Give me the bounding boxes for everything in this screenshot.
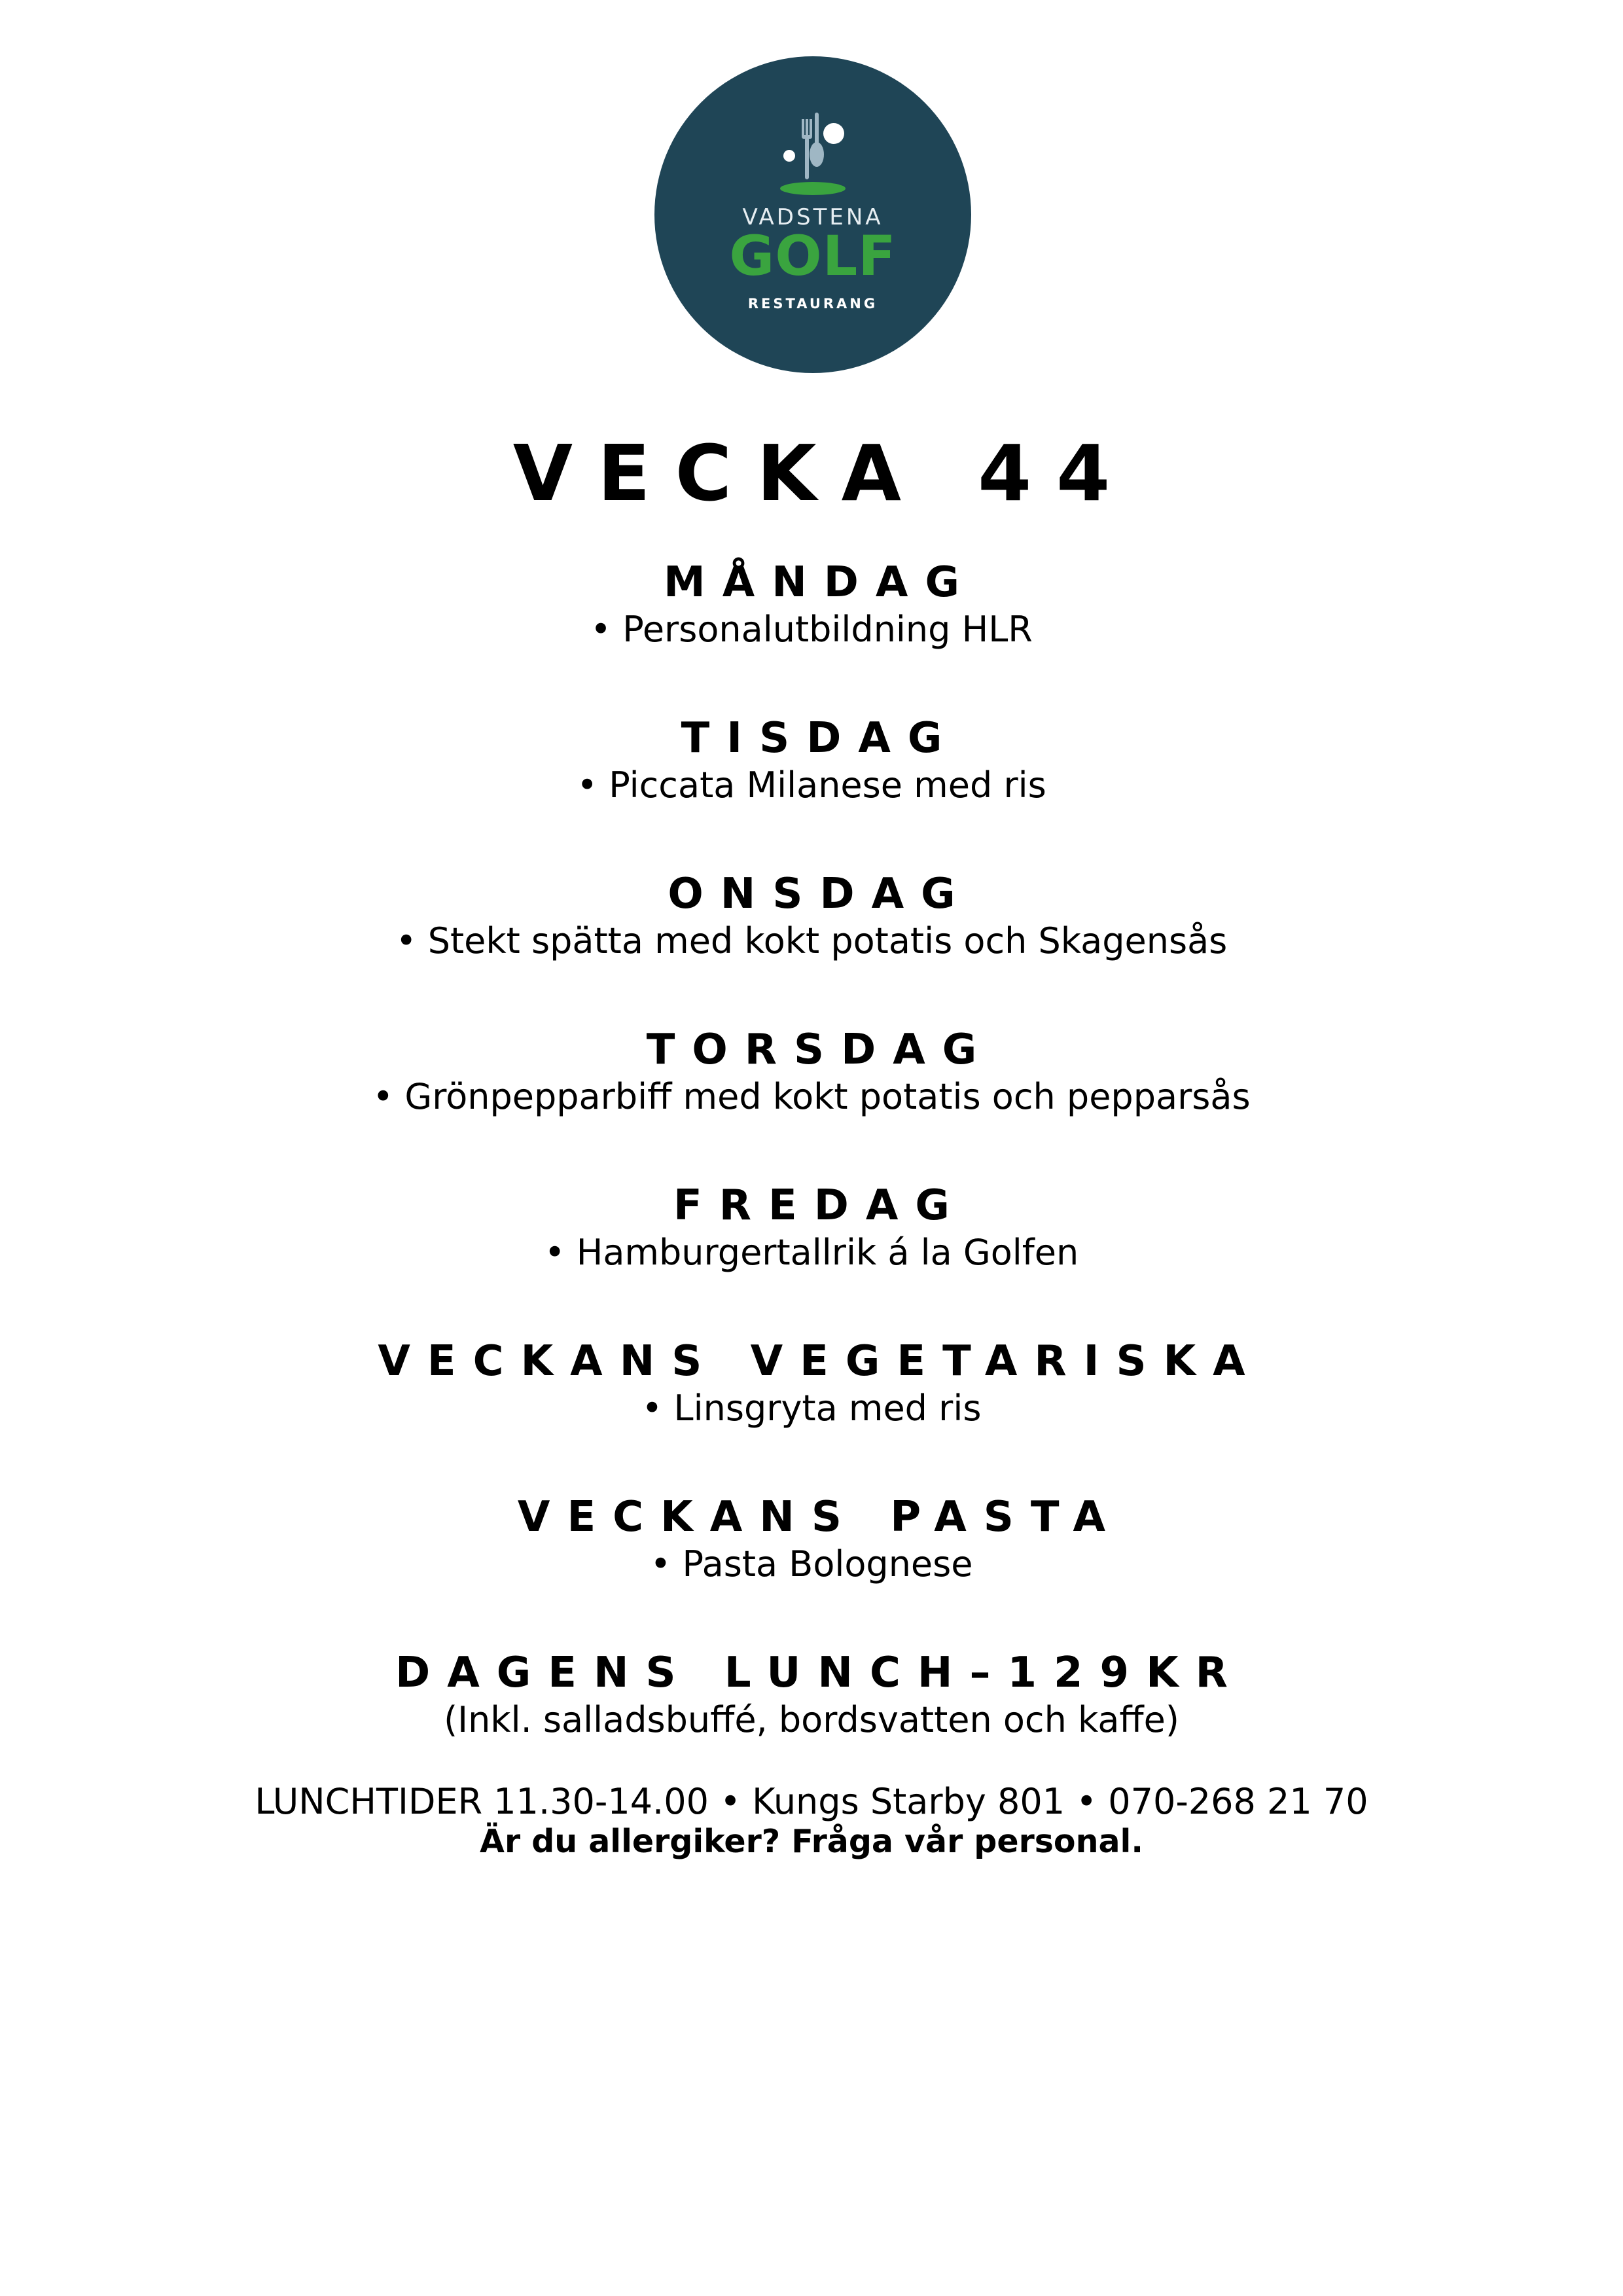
section-dish: • Personalutbildning HLR bbox=[590, 609, 1033, 650]
restaurant-logo bbox=[654, 56, 971, 373]
logo-line-golf: GOLF bbox=[729, 224, 897, 288]
footer-info: LUNCHTIDER 11.30-14.00 • Kungs Starby 801 • 070-268 21 70 bbox=[255, 1781, 1368, 1822]
logo-line-vadstena: VADSTENA bbox=[742, 204, 883, 230]
footer bbox=[0, 1780, 1623, 1860]
section-dish: • Piccata Milanese med ris bbox=[577, 764, 1046, 806]
allergy-note: Är du allergiker? Fråga vår personal. bbox=[480, 1823, 1143, 1860]
lunch-note: (Inkl. salladsbuffé, bordsvatten och kaffe) bbox=[444, 1699, 1179, 1740]
section-dish: • Linsgryta med ris bbox=[641, 1388, 982, 1429]
menu-section-dagens-lunch bbox=[0, 1647, 1623, 1803]
page-title: VECKA 44 bbox=[512, 428, 1135, 518]
section-heading: VECKANS PASTA bbox=[517, 1493, 1123, 1541]
section-dish: • Stekt spätta med kokt potatis och Skagensås bbox=[395, 920, 1228, 961]
menu-section-pasta bbox=[0, 1491, 1623, 1647]
lunch-price-heading: DAGENS LUNCH–129KR bbox=[395, 1649, 1245, 1697]
menu-section-mandag bbox=[0, 556, 1623, 712]
section-dish: • Grönpepparbiff med kokt potatis och pepparsås bbox=[372, 1076, 1251, 1117]
menu-section-vegetariska bbox=[0, 1335, 1623, 1491]
section-dish: • Pasta Bolognese bbox=[650, 1543, 973, 1585]
menu-section-torsdag bbox=[0, 1024, 1623, 1179]
section-heading: TORSDAG bbox=[646, 1026, 994, 1074]
section-heading: TISDAG bbox=[681, 714, 959, 762]
section-heading: FREDAG bbox=[673, 1181, 967, 1230]
menu-section-fredag bbox=[0, 1179, 1623, 1335]
logo-line-restaurang: RESTAURANG bbox=[747, 296, 878, 312]
menu-section-tisdag bbox=[0, 712, 1623, 868]
section-heading: ONSDAG bbox=[668, 870, 972, 918]
menu-section-onsdag bbox=[0, 868, 1623, 1024]
section-heading: MÅNDAG bbox=[664, 558, 976, 607]
section-heading: VECKANS VEGETARISKA bbox=[378, 1337, 1262, 1386]
menu-sections bbox=[0, 556, 1623, 1803]
section-dish: • Hamburgertallrik á la Golfen bbox=[544, 1232, 1079, 1273]
